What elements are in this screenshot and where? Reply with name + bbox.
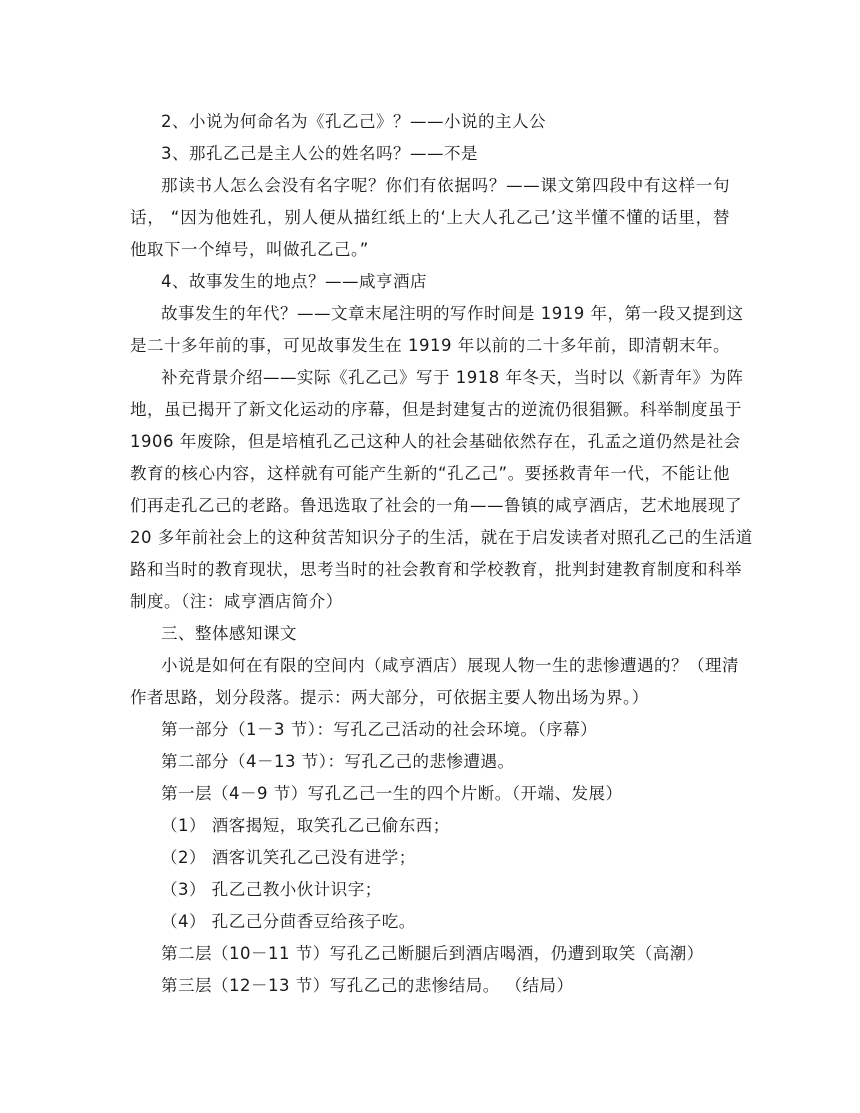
text-line: 第一部分（1－3 节）：写孔乙己活动的社会环境。（序幕）	[161, 720, 598, 739]
text-line: 小说是如何在有限的空间内（咸亨酒店）展现人物一生的悲惨遭遇的？（理清	[161, 656, 739, 675]
text-line: 他取下一个绰号，叫做孔乙己。”	[130, 240, 369, 259]
text-line: 地，虽已揭开了新文化运动的序幕，但是封建复古的逆流仍很猖獗。科举制度虽于	[130, 400, 742, 419]
text-line: 路和当时的教育现状，思考当时的社会教育和学校教育，批判封建教育制度和科举	[130, 560, 742, 579]
document-body	[130, 106, 753, 1002]
text-line: 3、那孔乙己是主人公的姓名吗？——不是	[161, 144, 478, 163]
text-line: 4、故事发生的地点？——咸亨酒店	[161, 272, 427, 291]
text-line: 故事发生的年代？——文章末尾注明的写作时间是 1919 年，第一段又提到这	[161, 304, 744, 323]
text-line: 作者思路，划分段落。提示：两大部分，可依据主要人物出场为界。）	[130, 688, 649, 707]
text-line: 第二层（10－11 节）写孔乙己断腿后到酒店喝酒，仍遭到取笑（高潮）	[161, 944, 704, 963]
text-line: 第二部分（4－13 节）：写孔乙己的悲惨遭遇。	[161, 752, 515, 771]
text-line: 补充背景介绍——实际《孔乙己》写于 1918 年冬天，当时以《新青年》为阵	[161, 368, 744, 387]
text-line: 20 多年前社会上的这种贫苦知识分子的生活，就在于启发读者对照孔乙己的生活道	[130, 528, 753, 547]
text-line: 那读书人怎么会没有名字呢？你们有依据吗？——课文第四段中有这样一句	[161, 176, 730, 195]
list-item: （2） 酒客讥笑孔乙己没有进学；	[161, 848, 416, 867]
text-line: 第一层（4－9 节）写孔乙己一生的四个片断。（开端、发展）	[161, 784, 623, 803]
text-line: 2、小说为何命名为《孔乙己》？——小说的主人公	[161, 112, 546, 131]
text-line: 第三层（12－13 节）写孔乙己的悲惨结局。 （结局）	[161, 976, 574, 995]
list-item: （1） 酒客揭短，取笑孔乙己偷东西；	[161, 816, 450, 835]
list-item: （4） 孔乙己分茴香豆给孩子吃。	[161, 912, 416, 931]
list-item: （3） 孔乙己教小伙计识字；	[161, 880, 382, 899]
section-heading: 三、整体感知课文	[161, 624, 297, 643]
text-line: 制度。（注：咸亨酒店简介）	[130, 592, 343, 611]
text-line: 1906 年废除，但是培植孔乙己这种人的社会基础依然存在，孔孟之道仍然是社会	[130, 432, 741, 451]
text-line: 们再走孔乙己的老路。鲁迅选取了社会的一角——鲁镇的咸亨酒店，艺术地展现了	[130, 496, 742, 515]
text-line: 是二十多年前的事，可见故事发生在 1919 年以前的二十多年前，即清朝末年。	[130, 336, 730, 355]
text-line: 话， “因为他姓孔，别人便从描红纸上的‘上大人孔乙己’这半懂不懂的话里，替	[130, 208, 730, 227]
text-line: 教育的核心内容，这样就有可能产生新的“孔乙己”。要拯救青年一代，不能让他	[130, 464, 730, 483]
